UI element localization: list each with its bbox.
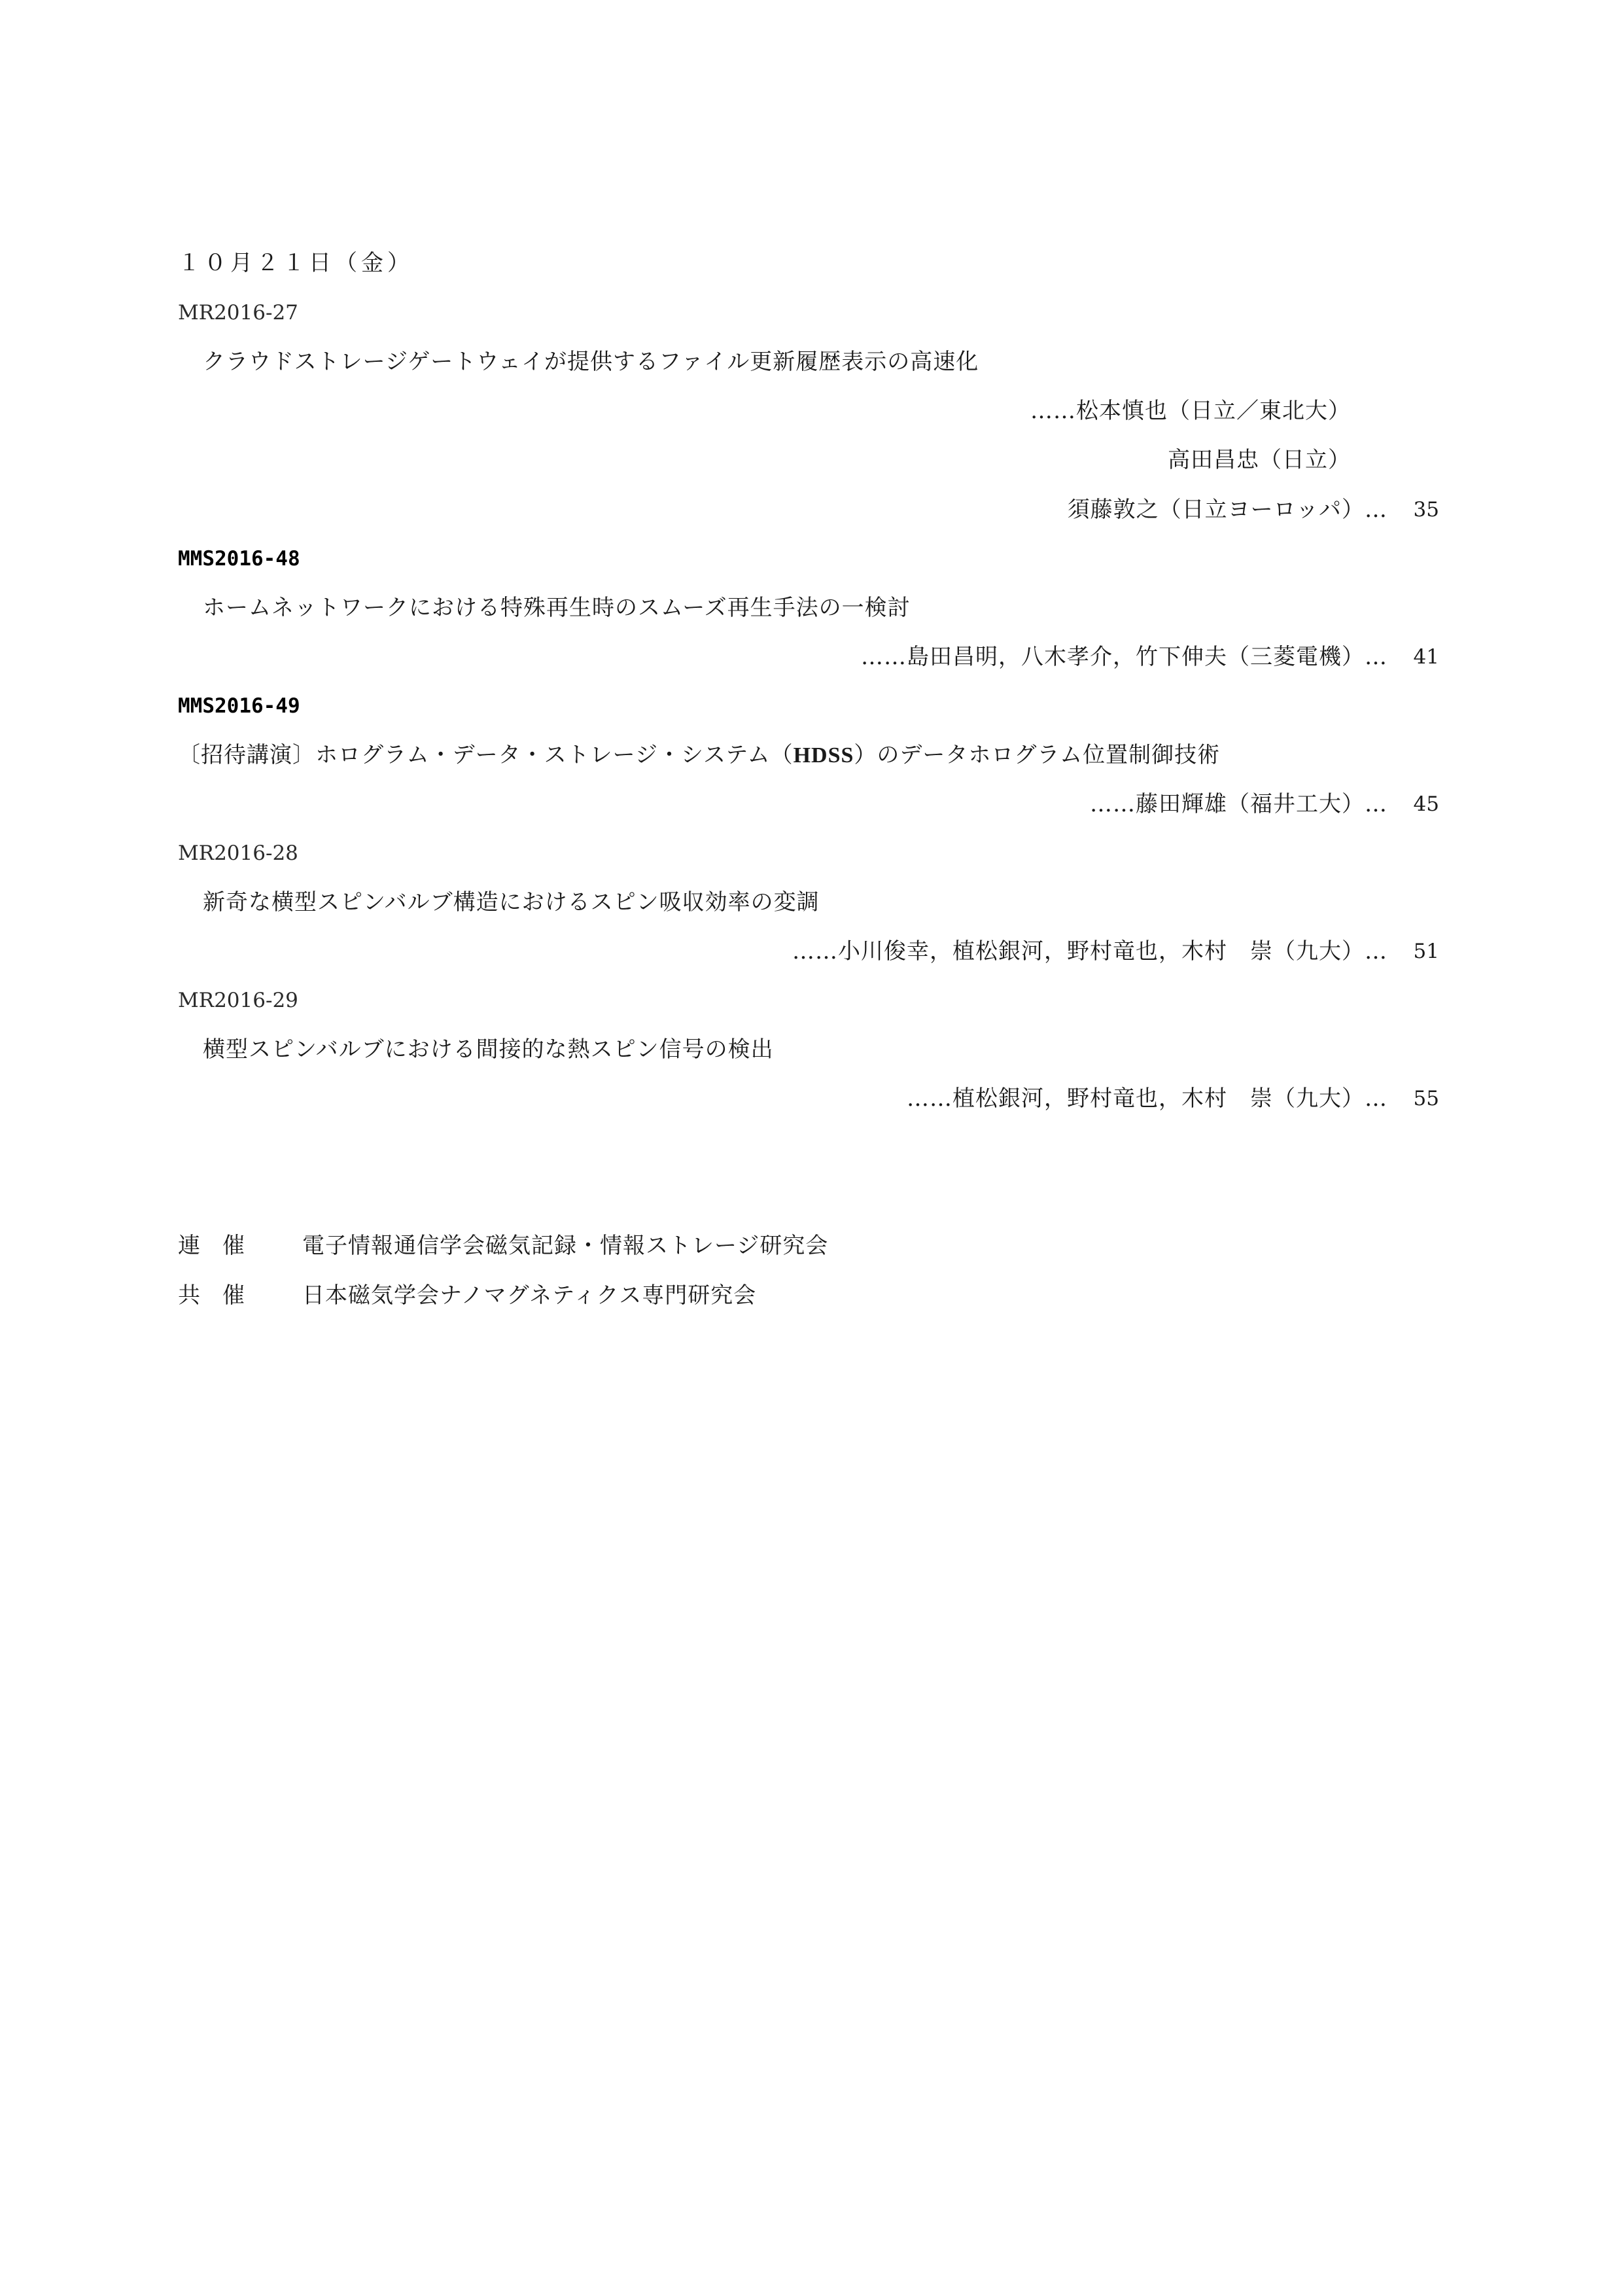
entry-author: ……植松銀河，野村竜也，木村 崇（九大）… bbox=[907, 1086, 1387, 1112]
entry-title: クラウドストレージゲートウェイが提供するファイル更新履歴表示の高速化 bbox=[203, 349, 979, 375]
entry-page-number: 45 bbox=[1413, 792, 1439, 816]
entry-author: ……松本慎也（日立／東北大） bbox=[1030, 398, 1351, 424]
sponsor-label: 共催 bbox=[178, 1282, 267, 1309]
entry-code: MR2016-27 bbox=[178, 301, 298, 325]
entry-title-prefix: 〔招待講演〕ホログラム・データ・ストレージ・システム（ bbox=[178, 742, 794, 768]
sponsor-value: 電子情報通信学会磁気記録・情報ストレージ研究会 bbox=[302, 1233, 829, 1259]
entry-author: 須藤敦之（日立ヨーロッパ）… bbox=[1067, 497, 1387, 523]
sponsor-value: 日本磁気学会ナノマグネティクス専門研究会 bbox=[302, 1282, 757, 1309]
entry-title bbox=[178, 742, 1220, 769]
entry-title-acronym: HDSS bbox=[793, 743, 854, 768]
entry-title-suffix: ）のデータホログラム位置制御技術 bbox=[854, 742, 1221, 768]
entry-page-number: 55 bbox=[1413, 1087, 1439, 1110]
entry-code: MR2016-28 bbox=[178, 841, 298, 865]
entry-title: 新奇な横型スピンバルブ構造におけるスピン吸収効率の変調 bbox=[203, 889, 820, 915]
entry-code: MMS2016-49 bbox=[178, 694, 300, 718]
entry-title: 横型スピンバルブにおける間接的な熱スピン信号の検出 bbox=[203, 1036, 774, 1063]
sponsor-label: 連催 bbox=[178, 1233, 267, 1259]
entry-author: ……小川俊幸，植松銀河，野村竜也，木村 崇（九大）… bbox=[792, 938, 1387, 964]
entry-author: ……藤田輝雄（福井工大）… bbox=[1090, 791, 1387, 817]
entry-author: 高田昌忠（日立） bbox=[1168, 447, 1351, 473]
date-heading: １０月２１日（金） bbox=[178, 250, 413, 276]
entry-page-number: 41 bbox=[1413, 645, 1439, 669]
entry-title: ホームネットワークにおける特殊再生時のスムーズ再生手法の一検討 bbox=[203, 595, 911, 621]
entry-code: MMS2016-48 bbox=[178, 547, 300, 571]
entry-page-number: 35 bbox=[1413, 498, 1439, 521]
entry-author: ……島田昌明，八木孝介，竹下伸夫（三菱電機）… bbox=[861, 644, 1387, 670]
entry-page-number: 51 bbox=[1413, 940, 1439, 963]
entry-code: MR2016-29 bbox=[178, 989, 298, 1012]
